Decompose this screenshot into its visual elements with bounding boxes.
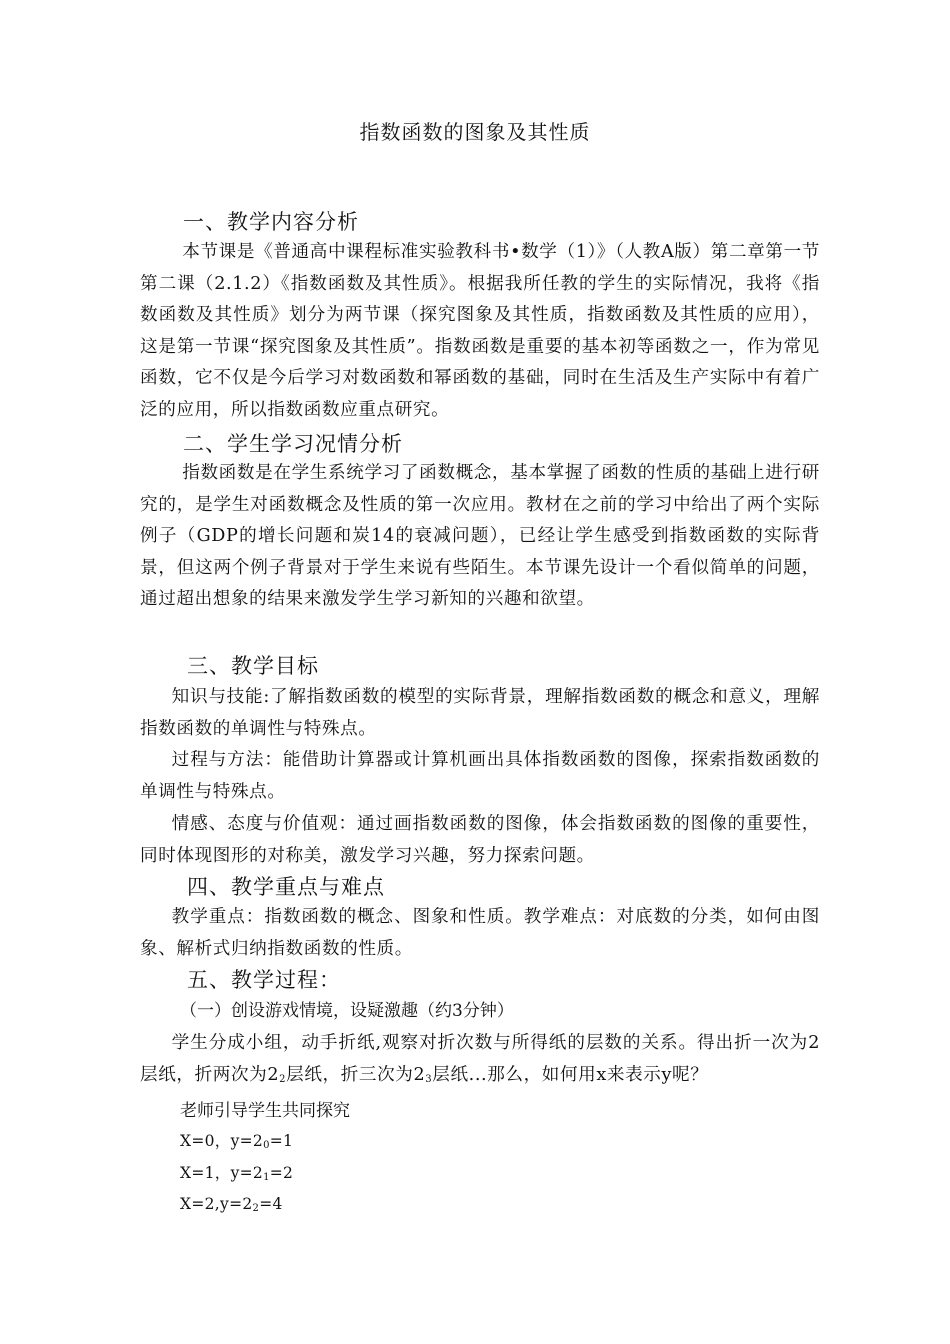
equation-row [180,1162,293,1189]
paragraph-content-analysis: 本节课是《普通高中课程标准实验教科书•数学（1）》（人教A版）第二章第一节第二课（2.1.2）《指数函数及其性质》。根据我所任教的学生的实际情况，我将《指数函数及其性质》划分为两节课（探究图象及其性质，指数函数及其性质的应用），这是第一节课“探究图象及其性质”。指数函数是重要的基本初等函数之一，作为常见函数，它不仅是今后学习对数函数和幂函数的基础，同时在生活及生产实际中有着广泛的应用，所以指数函数应重点研究。 [140,242,820,420]
equation-rhs: =4 [259,1195,283,1213]
section-heading-teaching-process: 五、教学过程： [187,968,341,992]
section-heading-key-points: 四、教学重点与难点 [187,875,385,899]
equation-exponent: 0 [263,1140,270,1151]
equation-exponent: 2 [252,1203,260,1214]
equation-lhs: X=1，y=2 [180,1164,264,1182]
equation-exponent: 1 [263,1172,270,1183]
paragraph-student-analysis: 指数函数是在学生系统学习了函数概念，基本掌握了函数的性质的基础上进行研究的，是学生对函数概念及性质的第一次应用。教材在之前的学习中给出了两个实际例子（GDP的增长问题和炭14的衰减问题），已经让学生感受到指数函数的实际背景，但这两个例子背景对于学生来说有些陌生。本节课先设计一个看似简单的问题，通过超出想象的结果来激发学生学习新知的兴趣和欲望。 [140,463,820,609]
equation-lhs: X=2,y=2 [180,1195,253,1213]
paper-folding-text-part-2: 层纸，折三次为2 [286,1064,426,1085]
section-heading-teaching-objectives: 三、教学目标 [187,654,319,678]
equation-rhs: =1 [269,1132,294,1150]
paragraph-key-points: 教学重点：指数函数的概念、图象和性质。教学难点：对底数的分类，如何由图象、解析式归纳指数函数的性质。 [140,907,820,959]
equation-row [180,1130,293,1157]
equation-rhs: =2 [269,1164,294,1182]
paragraph-process-methods: 过程与方法：能借助计算器或计算机画出具体指数函数的图像，探索指数函数的单调性与特殊点。 [140,750,820,802]
exponent-3: 3 [425,1073,433,1085]
paragraph-knowledge-skills: 知识与技能:了解指数函数的模型的实际背景，理解指数函数的概念和意义，理解指数函数的单调性与特殊点。 [140,687,820,739]
teacher-guide-line: 老师引导学生共同探究 [180,1101,350,1121]
paragraph-paper-folding [140,1028,820,1095]
section-heading-student-analysis: 二、学生学习况情分析 [183,432,403,456]
equation-row [180,1193,283,1220]
paper-folding-text-part-1: 学生分成小组，动手折纸,观察对折次数与所得纸的层数的关系。得出折一次为2层纸，折两次为2 [140,1033,820,1085]
exponent-2: 2 [279,1073,287,1085]
section-heading-content-analysis: 一、教学内容分析 [183,210,359,234]
equation-lhs: X=0，y=2 [180,1132,264,1150]
paper-folding-text-part-3: 层纸...那么，如何用x来表示y呢？ [432,1064,709,1085]
subsection-heading-game-scenario: （一）创设游戏情境，设疑激趣（约3分钟） [180,1001,514,1021]
paragraph-emotion-attitude: 情感、态度与价值观：通过画指数函数的图像，体会指数函数的图像的重要性，同时体现图形的对称美，激发学习兴趣，努力探索问题。 [140,814,820,866]
document-title: 指数函数的图象及其性质 [359,120,591,144]
